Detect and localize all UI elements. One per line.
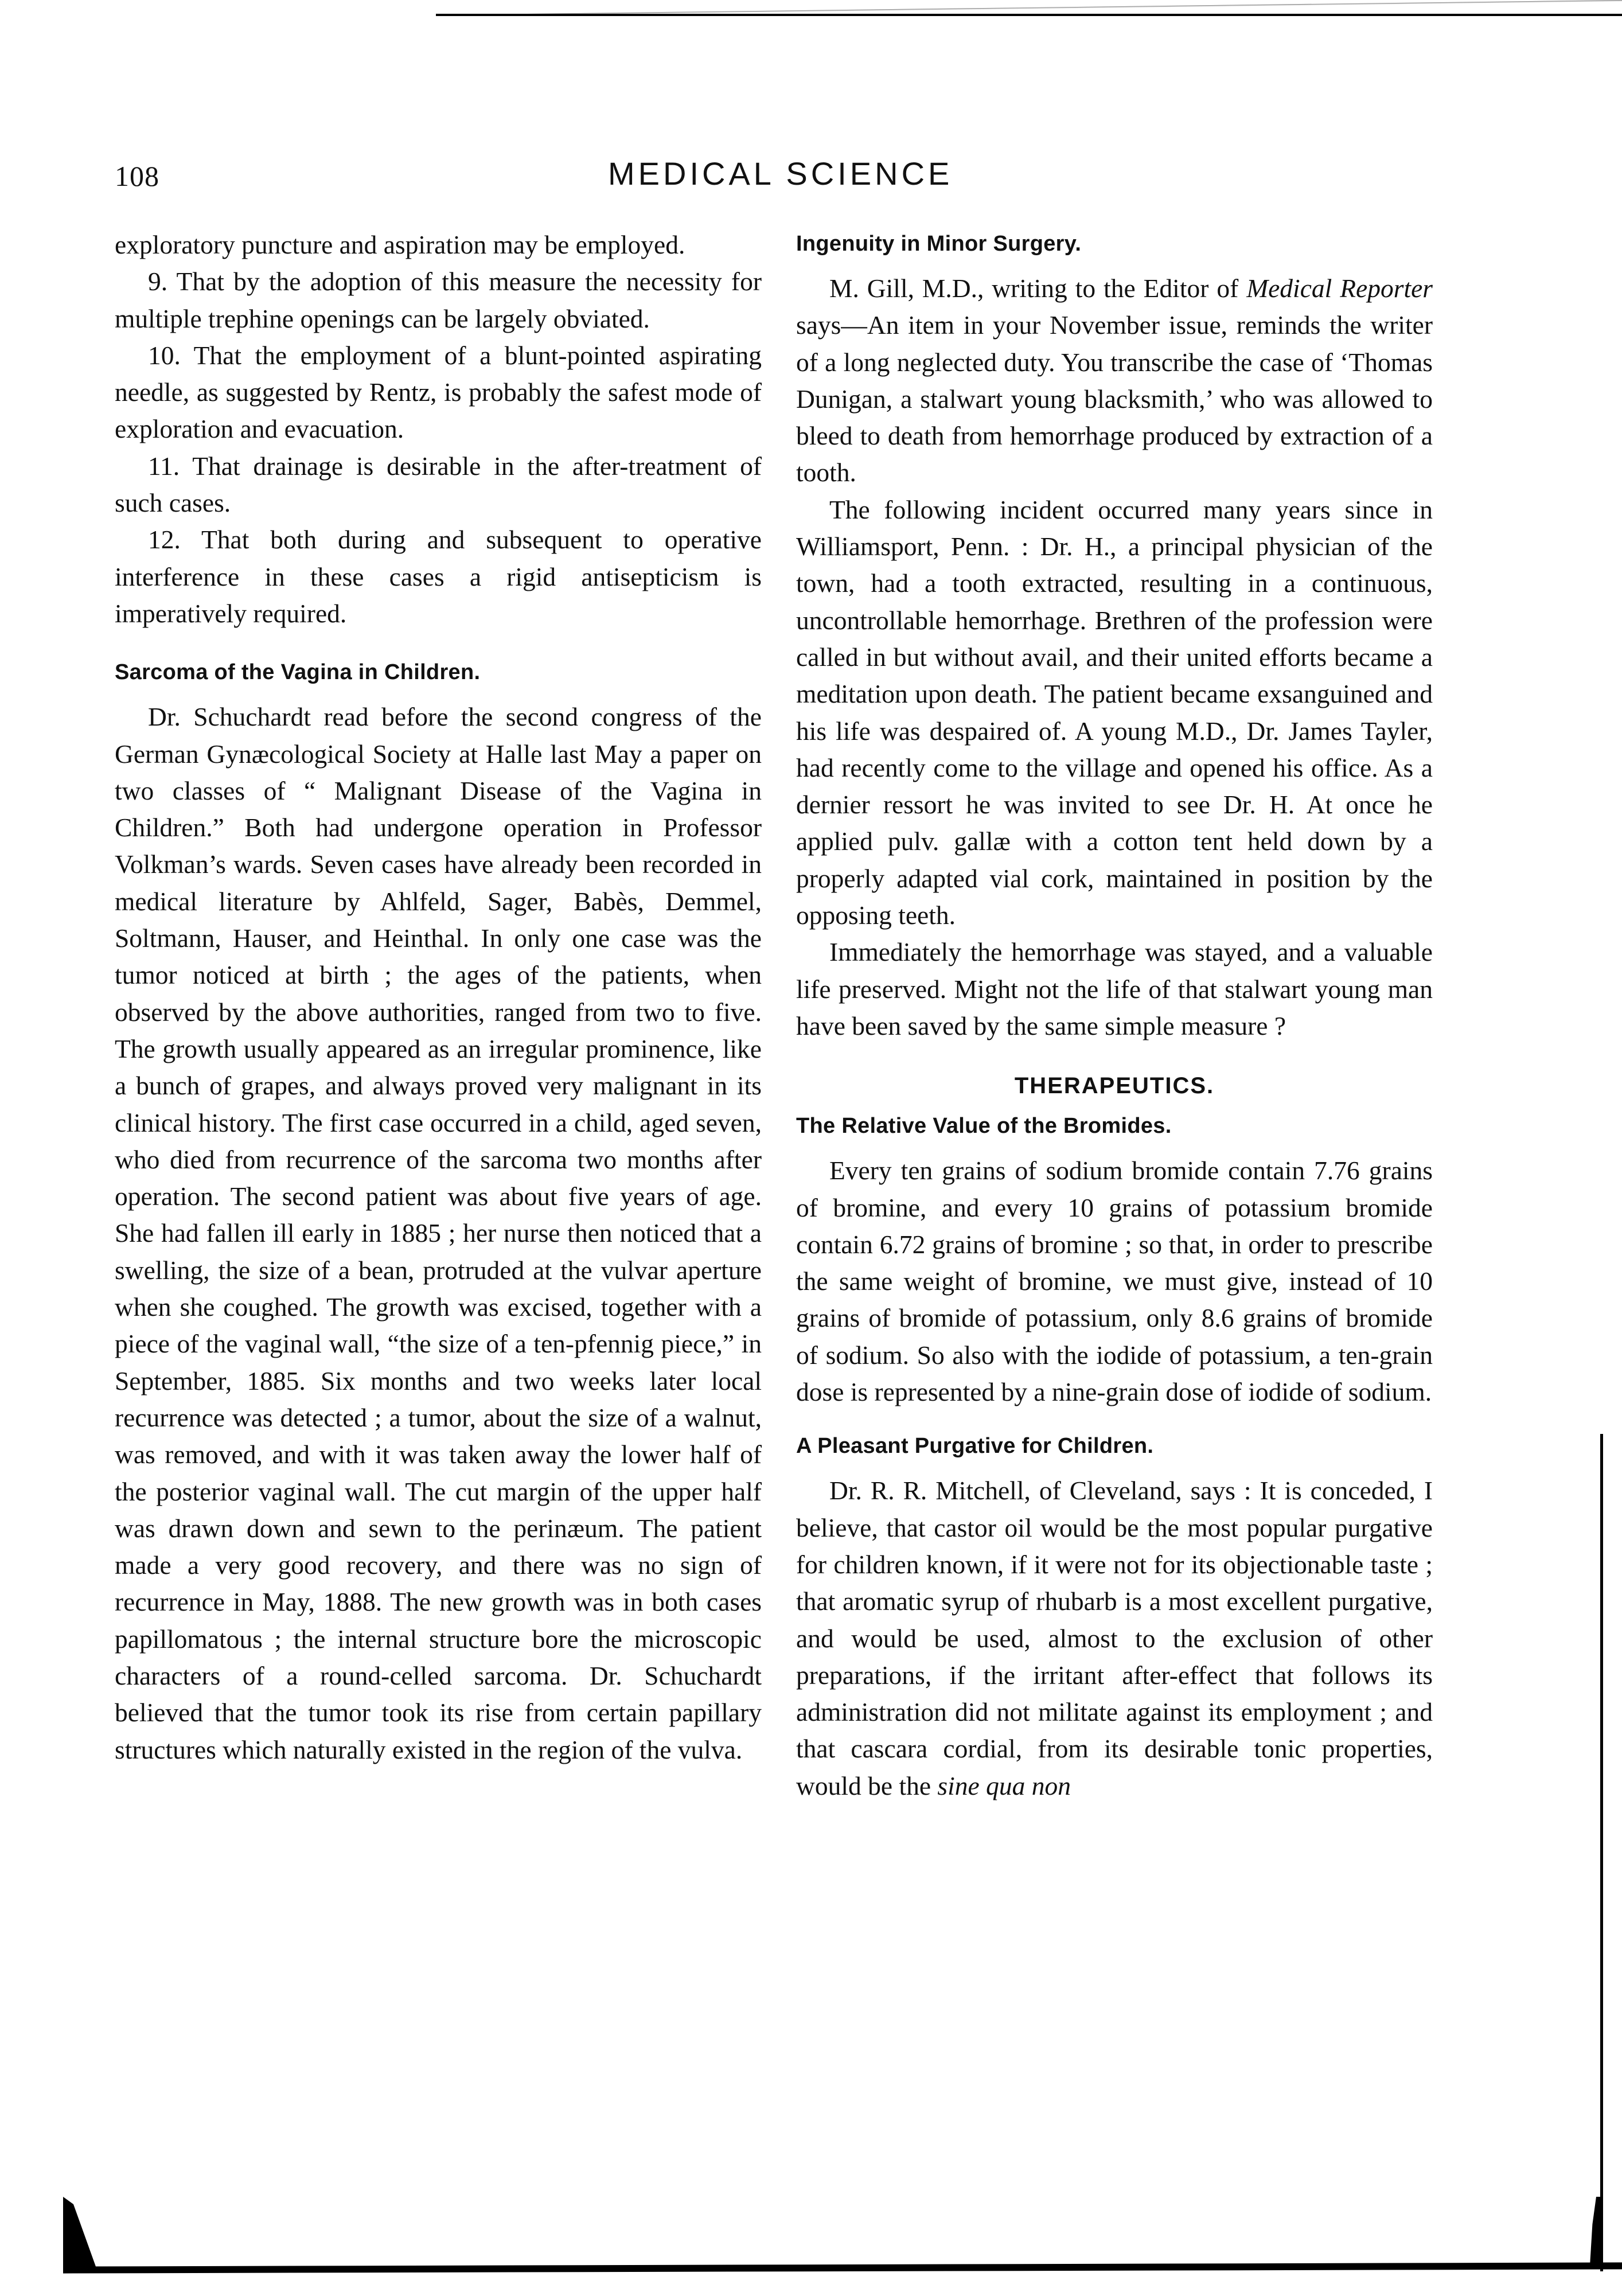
- paragraph-continuation: exploratory puncture and aspiration may be employed.: [115, 230, 685, 259]
- page-number: 108: [115, 160, 159, 192]
- scan-artifact-top: [436, 0, 1622, 15]
- text-body: Dr. R. R. Mitchell, of Cleveland, says : It is conceded, I believe, that castor oil would be the most popular purgative for children known, if it were not for its objectionable taste ; that aromatic syrup of rhubarb is a most excellent purgative, and would be used, almost to the exclusion of other preparations, if the irritant after-effect that follows its administration did not militate against its employment ; and that cascara cordial, from its desirable tonic properties, would be the: [796, 1476, 1433, 1800]
- department-heading: THERAPEUTICS.: [1014, 1073, 1215, 1099]
- text-lead: M. Gill, M.D., writing to the Editor of: [829, 274, 1247, 303]
- paragraph-point-12: 12. That both during and subsequent to operative interference in these cases a rigid antisepticism is imperatively required.: [115, 525, 762, 628]
- running-head: MEDICAL SCIENCE: [608, 155, 953, 192]
- section-heading-sarcoma: Sarcoma of the Vagina in Children.: [115, 660, 481, 685]
- paragraph-purgative-body: [796, 1472, 1433, 1804]
- scan-artifact-top-line: [436, 14, 1622, 16]
- right-column: [796, 227, 1433, 1804]
- left-column: [115, 227, 762, 1768]
- paragraph-point-10: 10. That the employment of a blunt-pointed aspirating needle, as suggested by Rentz, is probably the safest mode of exploration and evacuation.: [115, 340, 762, 444]
- latin-phrase: sine qua non: [937, 1771, 1071, 1800]
- paragraph-ingenuity-2: The following incident occurred many years since in Williamsport, Penn. : Dr. H., a principal physician of the town, had a tooth extracted, resulting in a continuous, uncontrollable hemorrhage. Brethren of the profession were called in but without avail, and their united efforts became a meditation upon death. The patient became exsanguined and his life was despaired of. A young M.D., Dr. James Tayler, had recently come to the village and opened his office. As a dernier ressort he was invited to see Dr. H. At once he applied pulv. gallæ with a cotton tent held down by a properly adapted vial cork, maintained in position by the opposing teeth.: [796, 494, 1433, 930]
- scan-artifact-bottom-right: [1590, 2197, 1602, 2266]
- paragraph-ingenuity-1: [796, 270, 1433, 492]
- paragraph-bromides-body: Every ten grains of sodium bromide contain 7.76 grains of bromine, and every 10 grains of potassium bromide contain 6.72 grains of bromine ; so that, in order to prescribe the same weight of bromine, we must give, instead of 10 grains of bromide of potassium, only 8.6 grains of bromide of sodium. So also with the iodide of potassium, a ten-grain dose is represented by a nine-grain dose of iodide of sodium.: [796, 1156, 1433, 1407]
- scan-artifact-bottom: [63, 2262, 1622, 2273]
- paragraph-point-9: 9. That by the adoption of this measure the necessity for multiple trephine openings can be largely obviated.: [115, 267, 762, 333]
- journal-title: Medical Reporter: [1246, 274, 1433, 303]
- text-rest: says—An item in your November issue, reminds the writer of a long neglected duty. You transcribe the case of ‘Thomas Dunigan, a stalwart young blacksmith,’ who was allowed to bleed to death from hemorrhage produced by extraction of a tooth.: [796, 310, 1433, 488]
- page-header: [0, 155, 1622, 201]
- scan-artifact-right-edge: [1600, 1434, 1603, 2271]
- section-heading-ingenuity: Ingenuity in Minor Surgery.: [796, 232, 1082, 256]
- paragraph-ingenuity-3: Immediately the hemorrhage was stayed, and a valuable life preserved. Might not the life of that stalwart young man have been saved by the same simple measure ?: [796, 937, 1433, 1040]
- section-heading-bromides: The Relative Value of the Bromides.: [796, 1114, 1172, 1139]
- paragraph-sarcoma-body: Dr. Schuchardt read before the second congress of the German Gynæcological Society at Halle last May a paper on two classes of “ Malignant Disease of the Vagina in Children.” Both had undergone operation in Professor Volkman’s wards. Seven cases have already been recorded in medical literature by Ahlfeld, Sager, Babès, Demmel, Soltmann, Hauser, and Heinthal. In only one case was the tumor noticed at birth ; the ages of the patients, when observed by the above authorities, ranged from two to five. The growth usually appeared as an irregular prominence, like a bunch of grapes, and always proved very malignant in its clinical history. The first case occurred in a child, aged seven, who died from recurrence of the sarcoma two months after operation. The second patient was about five years of age. She had fallen ill early in 1885 ; her nurse then noticed that a swelling, the size of a bean, protruded at the vulvar aperture when she coughed. The growth was excised, together with a piece of the vaginal wall, “the size of a ten-pfennig piece,” in September, 1885. Six months and two weeks later local recurrence was detected ; a tumor, about the size of a walnut, was removed, and with it was taken away the lower half of the posterior vaginal wall. The cut margin of the upper half was drawn down and sewn to the perinæum. The patient made a very good recovery, and there was no sign of recurrence in May, 1888. The new growth was in both cases papillomatous ; the internal structure bore the microscopic characters of a round-celled sarcoma. Dr. Schuchardt believed that the tumor took its rise from certain papillary structures which naturally existed in the region of the vulva.: [115, 702, 762, 1764]
- paragraph-point-11: 11. That drainage is desirable in the after-treatment of such cases.: [115, 451, 762, 518]
- scan-artifact-bottom-left: [63, 2197, 98, 2271]
- section-heading-purgative: A Pleasant Purgative for Children.: [796, 1434, 1154, 1459]
